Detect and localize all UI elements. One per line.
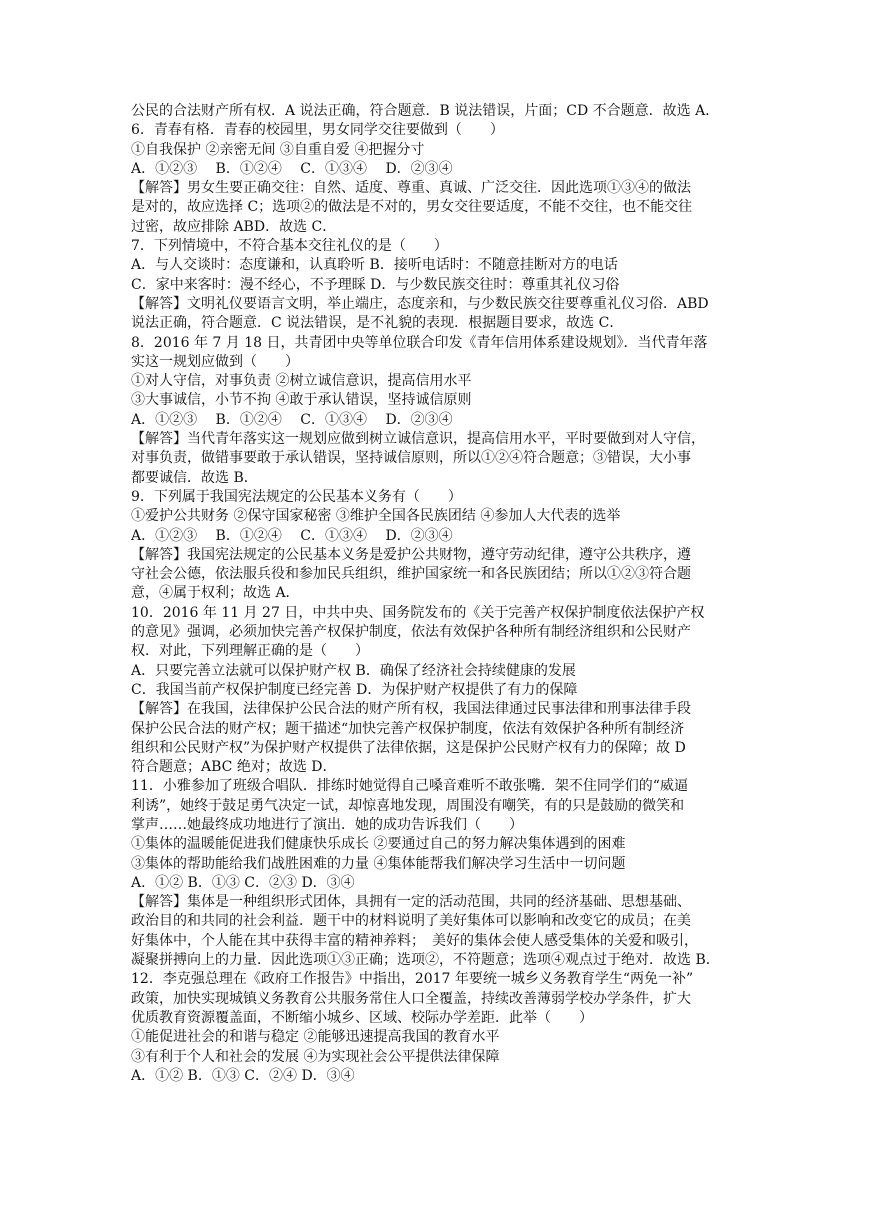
text-line: 都要诚信．故选 B． [131, 469, 258, 486]
text-line: 利诱”，她终于鼓足勇气决定一试，却惊喜地发现，周围没有嘲笑，有的只是鼓励的微笑和 [131, 797, 685, 814]
text-line: 政治目的和共同的社会利益．题干中的材料说明了美好集体可以影响和改变它的成员；在美 [131, 913, 691, 930]
text-line: ①能促进社会的和谐与稳定 ②能够迅速提高我国的教育水平 [131, 1029, 500, 1046]
text-line: 组织和公民财产权”为保护财产权提供了法律依据，这是保护公民财产权有力的保障；故 D [131, 739, 686, 756]
text-line: A．①② B．①③ C．②③ D．③④ [131, 874, 355, 891]
text-body [131, 102, 773, 1086]
text-line: 是对的，故应选择 C；选项②的做法是不对的，男女交往要适度，不能不交往，也不能交往 [131, 199, 693, 216]
text-line: 【解答】当代青年落实这一规划应做到树立诚信意识，提高信用水平，平时要做到对人守信， [131, 431, 705, 448]
text-line: 说法正确，符合题意．C 说法错误，是不礼貌的表现．根据题目要求，故选 C． [131, 315, 624, 332]
text-line: 9．下列属于我国宪法规定的公民基本义务有（ ） [131, 488, 462, 505]
text-line: 6．青春有格．青春的校园里，男女同学交往要做到（ ） [131, 122, 504, 139]
text-line: 11．小雅参加了班级合唱队．排练时她觉得自己嗓音难听不敢张嘴．架不住同学们的“威逼 [131, 778, 688, 795]
text-line: ①集体的温暖能促进我们健康快乐成长 ②要通过自己的努力解决集体遇到的困难 [131, 836, 626, 853]
text-line: A．①②③ B．①②④ C．①③④ D．②③④ [131, 527, 453, 544]
text-line: 掌声……她最终成功地进行了演出．她的成功告诉我们（ ） [131, 816, 523, 833]
text-line: 【解答】集体是一种组织形式团体，具拥有一定的活动范围，共同的经济基础、思想基础、 [131, 894, 691, 911]
text-line: 权．对此，下列理解正确的是（ ） [131, 643, 369, 660]
text-line: 保护公民合法的财产权；题干描述“加快完善产权保护制度，依法有效保护各种所有制经济 [131, 720, 685, 737]
text-line: 10．2016 年 11 月 27 日，中共中央、国务院发布的《关于完善产权保护制度依法保护产权 [131, 604, 705, 621]
text-line: ③集体的帮助能给我们战胜困难的力量 ④集体能帮我们解决学习生活中一切问题 [131, 855, 626, 872]
text-line: ①自我保护 ②亲密无间 ③自重自爱 ④把握分寸 [131, 141, 425, 158]
text-line: 公民的合法财产所有权．A 说法正确，符合题意．B 说法错误，片面；CD 不合题意．故选 A． [131, 103, 720, 119]
text-line: A．与人交谈时：态度谦和，认真聆听 B．接听电话时：不随意挂断对方的电话 [131, 257, 618, 274]
text-line: A．①②③ B．①②④ C．①③④ D．②③④ [131, 411, 453, 428]
text-line: ①对人守信，对事负责 ②树立诚信意识，提高信用水平 [131, 373, 472, 390]
text-line: A．只要完善立法就可以保护财产权 B．确保了经济社会持续健康的发展 [131, 662, 576, 679]
text-line: A．①② B．①③ C．②④ D．③④ [131, 1067, 355, 1084]
text-line: 意，④属于权利；故选 A． [131, 585, 300, 602]
text-line: 【解答】男女生要正确交往：自然、适度、尊重、真诚、广泛交往．因此选项①③④的做法 [131, 180, 691, 197]
text-line: 的意见》强调，必须加快完善产权保护制度，依法有效保护各种所有制经济组织和公民财产 [131, 624, 691, 641]
text-line: C．我国当前产权保护制度已经完善 D．为保护财产权提供了有力的保障 [131, 681, 578, 698]
text-line: 凝聚拼搏向上的力量．因此选项①③正确；选项②，不符题意；选项④观点过于绝对．故选 B． [131, 952, 720, 969]
text-line: 【解答】我国宪法规定的公民基本义务是爱护公共财物，遵守劳动纪律，遵守公共秩序，遵 [131, 546, 691, 563]
text-line: 过密，故应排除 ABD．故选 C． [131, 218, 337, 235]
text-line: 守社会公德，依法服兵役和参加民兵组织，维护国家统一和各民族团结；所以①②③符合题 [131, 566, 691, 583]
text-line: 对事负责，做错事要敢于承认错误，坚持诚信原则，所以①②④符合题意；③错误，大小事 [131, 450, 691, 467]
text-line: ①爱护公共财务 ②保守国家秘密 ③维护全国各民族团结 ④参加人大代表的选举 [131, 508, 621, 525]
text-line: ③大事诚信，小节不拘 ④敢于承认错误，坚持诚信原则 [131, 392, 472, 409]
text-line: 7．下列情境中，不符合基本交往礼仪的是（ ） [131, 238, 448, 255]
text-line: 政策，加快实现城镇义务教育公共服务常住人口全覆盖，持续改善薄弱学校办学条件，扩大 [131, 990, 691, 1007]
text-line: 【解答】文明礼仪要语言文明，举止端庄，态度亲和，与少数民族交往要尊重礼仪习俗．ABD [131, 295, 709, 312]
text-line: C．家中来客时：漫不经心，不予理睬 D．与少数民族交往时：尊重其礼仪习俗 [131, 276, 620, 293]
text-line: 12．李克强总理在《政府工作报告》中指出，2017 年要统一城乡义务教育学生“两免一补” [131, 971, 694, 988]
text-line: 实这一规划应做到（ ） [131, 353, 299, 370]
text-line: 优质教育资源覆盖面，不断缩小城乡、区域、校际办学差距．此举（ ） [131, 1009, 593, 1026]
text-line: 【解答】在我国，法律保护公民合法的财产所有权，我国法律通过民事法律和刑事法律手段 [131, 701, 691, 718]
text-line: 8．2016 年 7 月 18 日，共青团中央等单位联合印发《青年信用体系建设规划》．当代青年落 [131, 334, 708, 351]
text-line: 好集体中，个人能在其中获得丰富的精神养料； 美好的集体会使人感受集体的关爱和吸引， [131, 932, 698, 949]
text-line: ③有利于个人和社会的发展 ④为实现社会公平提供法律保障 [131, 1048, 500, 1065]
text-line: 符合题意；ABC 绝对；故选 D． [131, 759, 337, 776]
text-line: A．①②③ B．①②④ C．①③④ D．②③④ [131, 160, 453, 177]
